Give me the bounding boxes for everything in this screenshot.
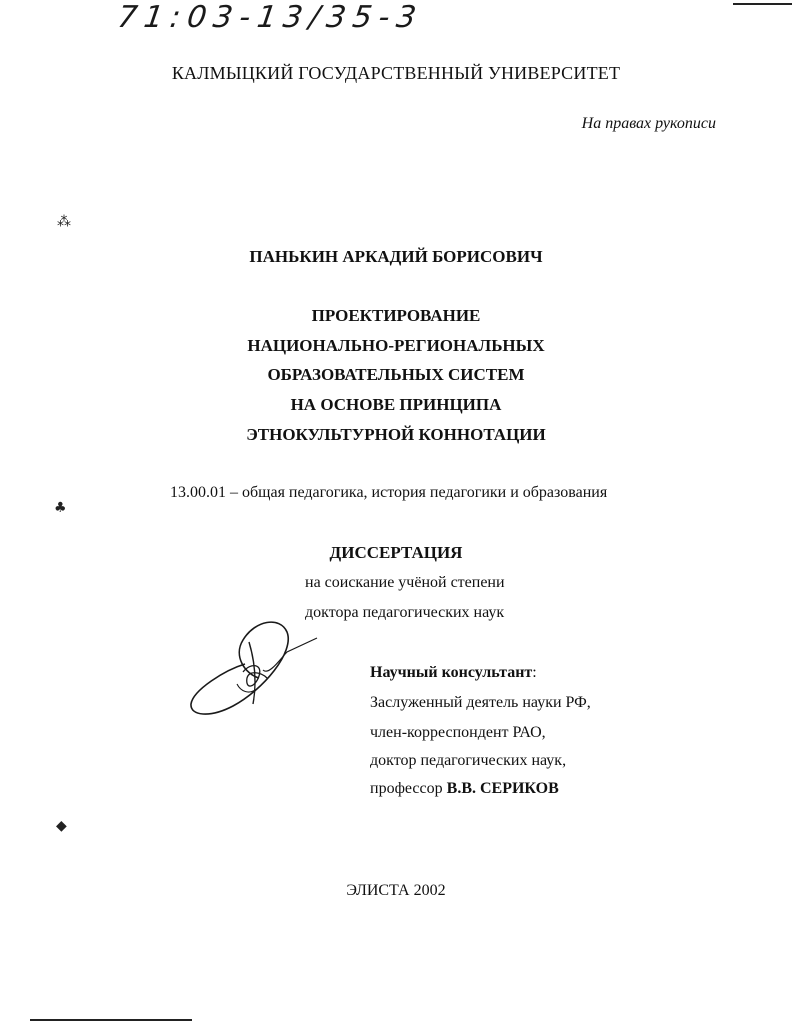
consultant-label-colon: : [532, 664, 537, 681]
title-line: НАЦИОНАЛЬНО-РЕГИОНАЛЬНЫХ [247, 336, 545, 355]
signature [185, 612, 325, 722]
consultant-heading [370, 664, 537, 682]
consultant-title: профессор [370, 780, 447, 797]
title-line: ОБРАЗОВАТЕЛЬНЫХ СИСТЕМ [267, 365, 525, 384]
degree-line: доктора педагогических наук [305, 604, 505, 621]
margin-mark-icon: ◆ [56, 818, 67, 834]
scan-edge-top [733, 3, 792, 5]
document-type: ДИССЕРТАЦИЯ [329, 543, 463, 562]
title-line: НА ОСНОВЕ ПРИНЦИПА [290, 395, 502, 414]
university-name: КАЛМЫЦКИЙ ГОСУДАРСТВЕННЫЙ УНИВЕРСИТЕТ [171, 63, 621, 83]
consultant-line: член-корреспондент РАО, [370, 724, 546, 741]
consultant-line: Заслуженный деятель науки РФ, [370, 694, 591, 711]
specialty-code: 13.00.01 – общая педагогика, история педагогики и образования [170, 484, 608, 501]
scan-edge-bottom [30, 1019, 192, 1021]
margin-mark-icon: ⁂ [57, 214, 71, 230]
title-line: ЭТНОКУЛЬТУРНОЙ КОННОТАЦИИ [246, 425, 546, 444]
author-name: ПАНЬКИН АРКАДИЙ БОРИСОВИЧ [249, 247, 543, 266]
archive-number: 71:03-13/35-3 [115, 0, 426, 35]
rights-note: На правах рукописи [581, 115, 716, 132]
consultant-name: В.В. СЕРИКОВ [446, 780, 559, 797]
consultant-line: доктор педагогических наук, [370, 752, 567, 769]
margin-mark-icon: ♣ [54, 500, 67, 516]
city-year: ЭЛИСТА 2002 [346, 882, 446, 899]
consultant-label: Научный консультант [370, 664, 533, 681]
degree-line: на соискание учёной степени [305, 574, 505, 591]
title-line: ПРОЕКТИРОВАНИЕ [311, 306, 481, 325]
consultant-name-line [370, 780, 559, 798]
